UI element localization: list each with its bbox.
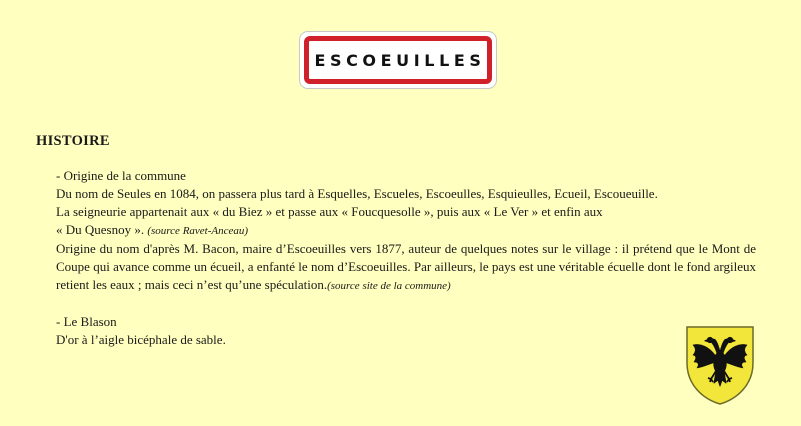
origine-heading: - Origine de la commune	[56, 168, 186, 183]
coat-of-arms-icon	[685, 325, 755, 406]
origine-line-1: Du nom de Seules en 1084, on passera plus tard à Esquelles, Escueles, Escoeulles, Esquieulles, Ecueil, Escoueuille.	[56, 186, 658, 201]
origine-line-2: La seigneurie appartenait aux « du Biez » et passe aux « Foucquesolle », puis aux « Le Ver » et enfin aux	[56, 204, 603, 219]
history-content	[56, 167, 756, 349]
town-name: ESCOEUILLES	[314, 50, 486, 70]
source-ravet-anceau: (source Ravet-Anceau)	[147, 225, 249, 237]
town-sign	[299, 31, 497, 89]
blason-heading: - Le Blason	[56, 314, 117, 329]
town-sign-frame	[304, 36, 492, 84]
spacer	[56, 295, 756, 313]
origine-paragraph: Origine du nom d'après M. Bacon, maire d’Escoeuilles vers 1877, auteur de quelques notes sur le village : il prétend que le Mont de Coupe qui avance comme un écueil, a enfanté le nom d’Escoeuilles. Par ailleurs, le pays est une véritable écuelle dont le fond argileux retient les eaux ; mais ceci n’est qu’une spéculation.	[56, 241, 756, 292]
source-site-commune: (source site de la commune)	[327, 280, 451, 292]
origine-line-3-row	[56, 221, 756, 240]
section-title: HISTOIRE	[36, 133, 110, 149]
origine-line-3: « Du Quesnoy ».	[56, 222, 145, 237]
blason-text: D'or à l’aigle bicéphale de sable.	[56, 332, 226, 347]
origine-paragraph-row	[56, 240, 756, 295]
